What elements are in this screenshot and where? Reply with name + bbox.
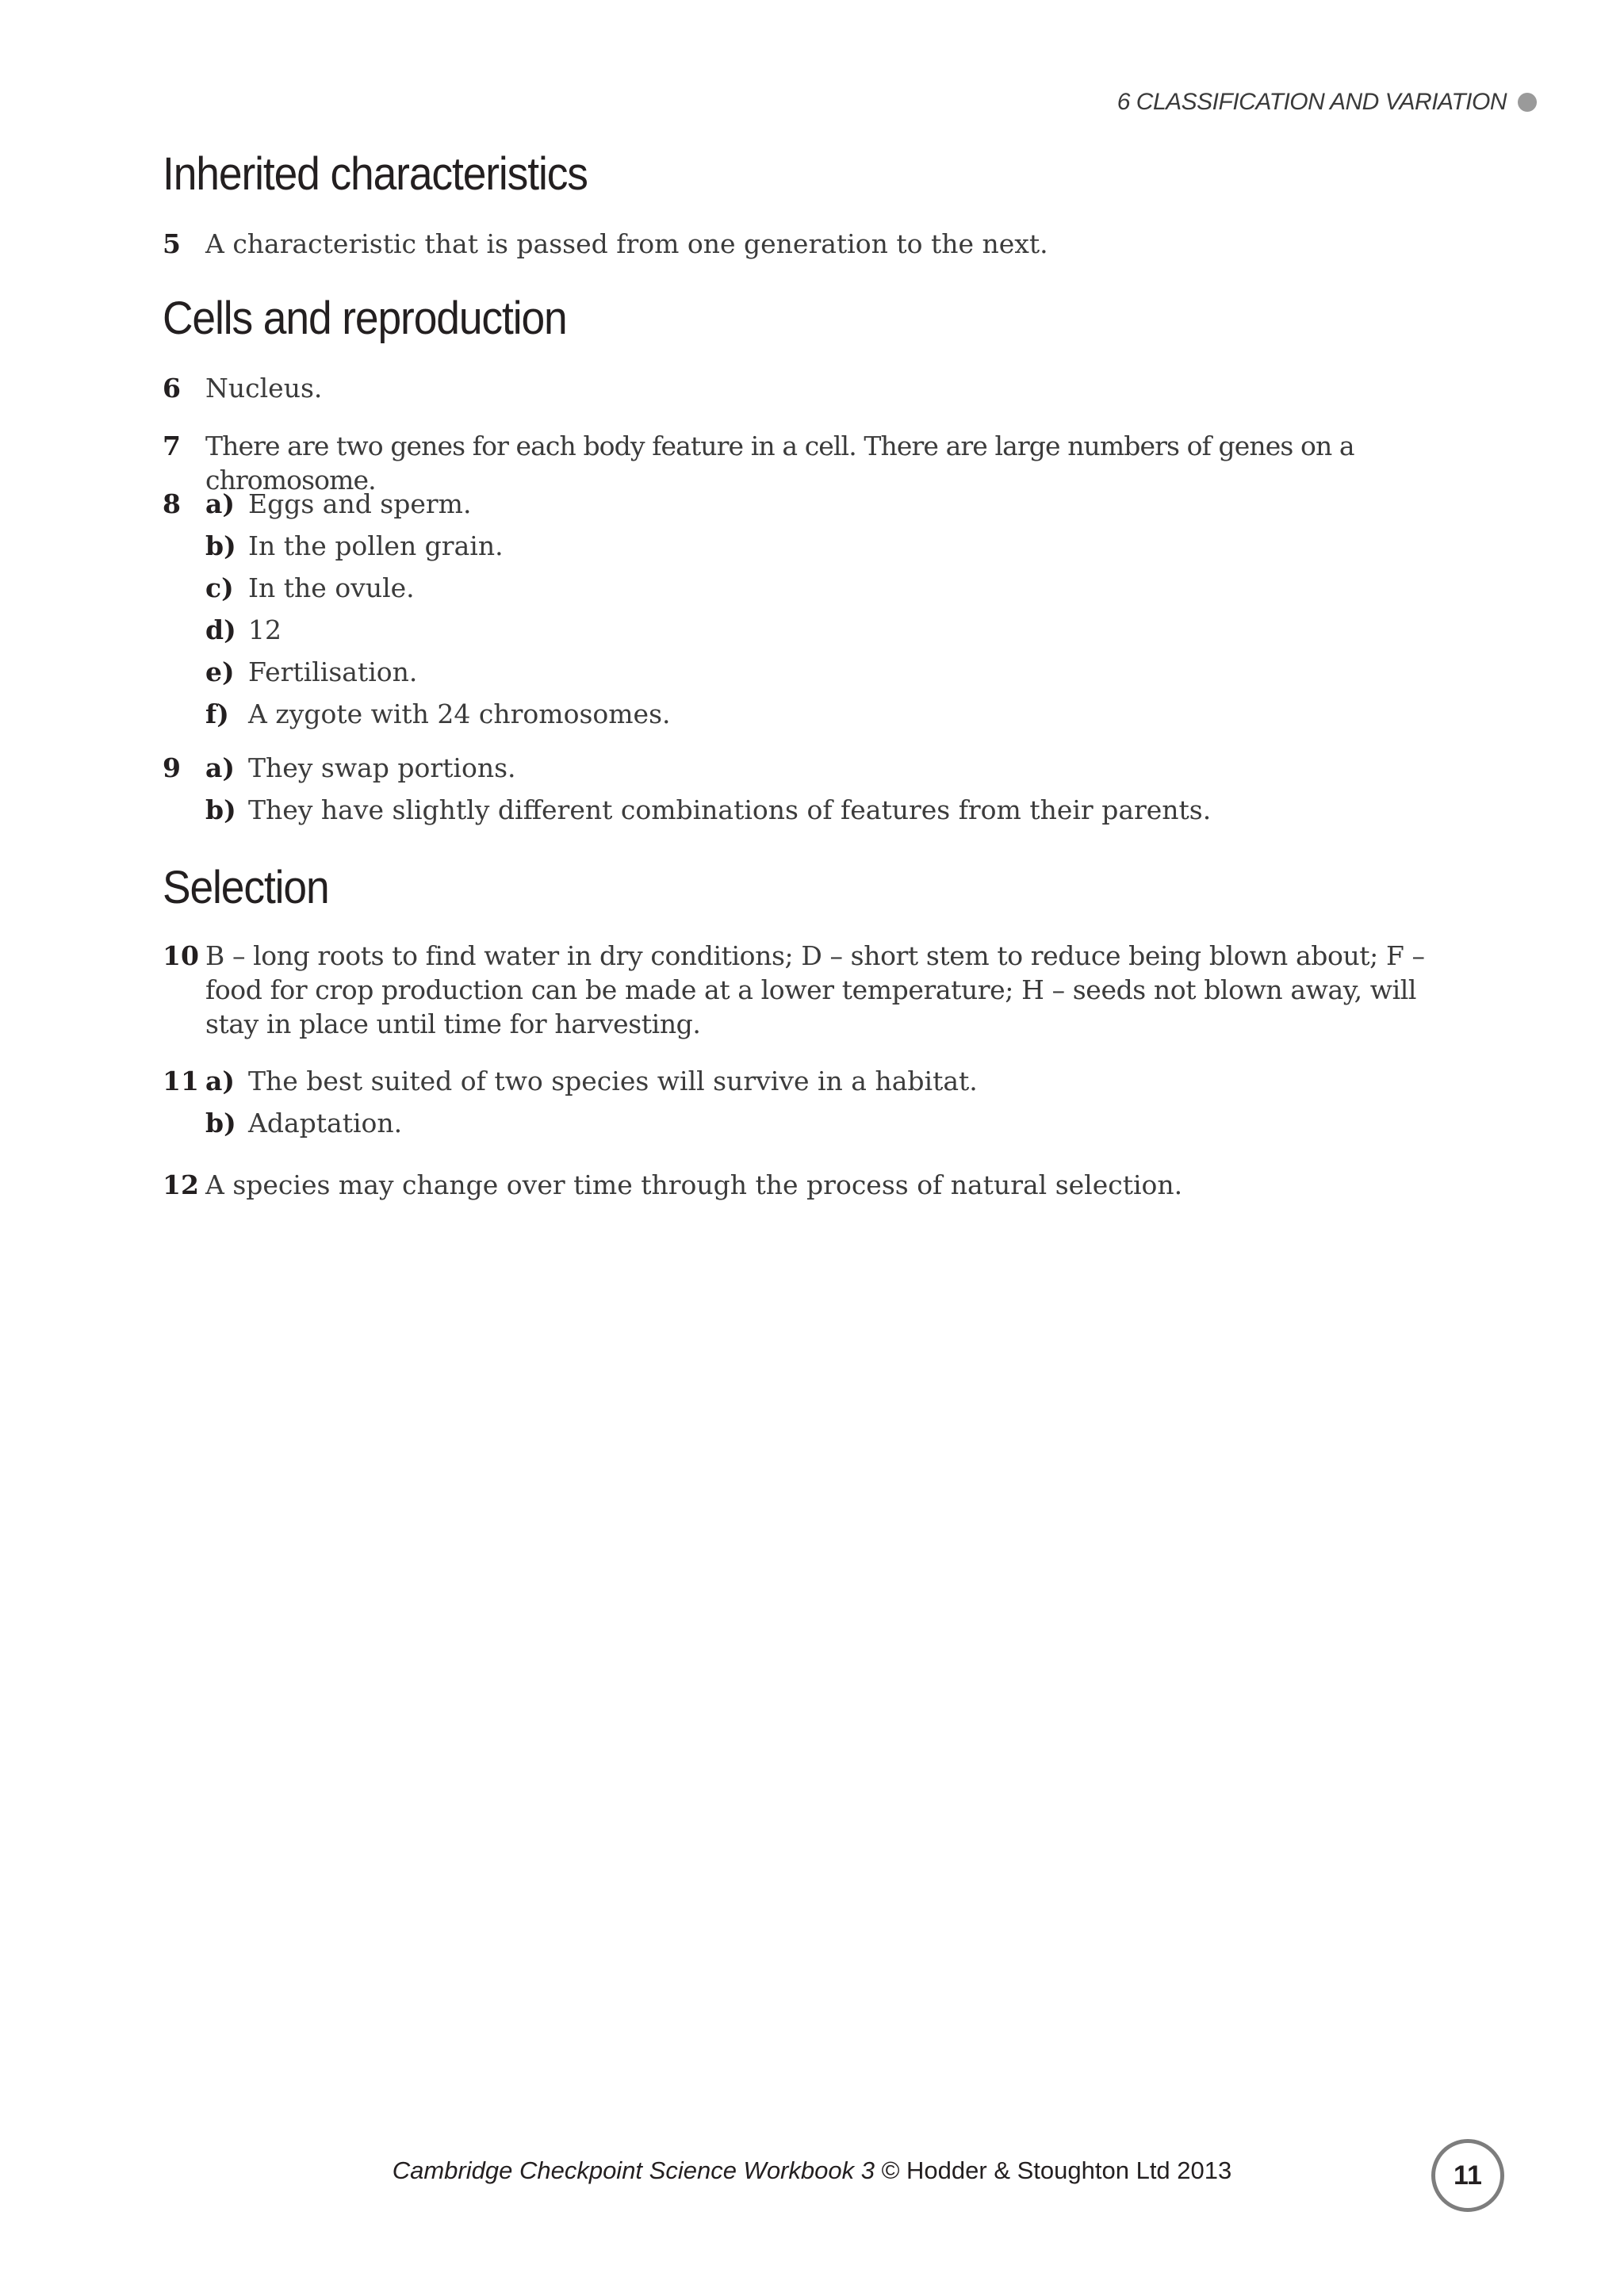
part-text: In the pollen grain. xyxy=(248,530,504,561)
part-text: Adaptation. xyxy=(248,1108,403,1138)
part-label: b) xyxy=(205,530,236,561)
answer-part xyxy=(205,1106,1473,1140)
answer-text: A species may change over time through the process of natural selection. xyxy=(205,1169,1183,1200)
part-label: a) xyxy=(205,752,235,783)
question-11 xyxy=(163,1064,1473,1148)
running-head xyxy=(1117,89,1537,116)
answer-part xyxy=(205,697,1473,731)
answer-parts xyxy=(205,1064,1473,1140)
question-number: 6 xyxy=(163,373,181,404)
answer-parts xyxy=(205,487,1473,731)
answer-text: A characteristic that is passed from one generation to the next. xyxy=(205,228,1048,259)
answer-text: There are two genes for each body feature in a cell. There are large numbers of genes on a chromosome. xyxy=(205,430,1354,496)
part-label: a) xyxy=(205,488,235,519)
answer-parts xyxy=(205,751,1473,827)
part-label: b) xyxy=(205,794,236,825)
part-text: A zygote with 24 chromosomes. xyxy=(248,698,671,729)
answer-text: B – long roots to find water in dry conditions; D – short stem to reduce being blown about; F – food for crop production can be made at a lower temperature; H – seeds not blown away, will stay in place until time for harvesting. xyxy=(205,940,1425,1039)
answer-part xyxy=(205,793,1473,827)
answer-part xyxy=(205,487,1473,521)
part-label: d) xyxy=(205,614,236,645)
book-title: Cambridge Checkpoint Science Workbook 3 xyxy=(392,2156,875,2184)
question-number: 8 xyxy=(163,488,181,519)
question-10 xyxy=(163,939,1473,1041)
part-label: c) xyxy=(205,572,234,603)
answer-part xyxy=(205,571,1473,605)
chapter-title: 6 CLASSIFICATION AND VARIATION xyxy=(1116,89,1507,115)
question-9 xyxy=(163,751,1473,835)
part-label: f) xyxy=(205,698,229,729)
part-text: 12 xyxy=(248,614,282,645)
question-number: 5 xyxy=(163,228,181,259)
question-number: 7 xyxy=(163,430,181,461)
answer-part xyxy=(205,613,1473,647)
part-label: a) xyxy=(205,1066,235,1096)
part-label: e) xyxy=(205,656,235,687)
question-number: 11 xyxy=(163,1066,199,1096)
question-8 xyxy=(163,487,1473,739)
part-text: Eggs and sperm. xyxy=(248,488,472,519)
answer-part xyxy=(205,655,1473,689)
answer-text: Nucleus. xyxy=(205,373,323,404)
question-5 xyxy=(163,227,1473,261)
copyright-notice: © Hodder & Stoughton Ltd 2013 xyxy=(881,2156,1232,2184)
part-text: Fertilisation. xyxy=(248,656,418,687)
heading-inherited-characteristics: Inherited characteristics xyxy=(163,148,588,200)
part-label: b) xyxy=(205,1108,236,1138)
part-text: The best suited of two species will survive in a habitat. xyxy=(248,1066,978,1096)
answer-part xyxy=(205,751,1473,785)
question-12 xyxy=(163,1168,1473,1202)
part-text: They swap portions. xyxy=(248,752,516,783)
answer-part xyxy=(205,529,1473,563)
question-number: 9 xyxy=(163,752,181,783)
question-number: 10 xyxy=(163,940,199,971)
answer-part xyxy=(205,1064,1473,1098)
question-6 xyxy=(163,371,1473,405)
bullet-dot-icon xyxy=(1518,93,1537,112)
part-text: In the ovule. xyxy=(248,572,415,603)
question-number: 12 xyxy=(163,1169,199,1200)
heading-selection: Selection xyxy=(163,862,329,913)
part-text: They have slightly different combinations of features from their parents. xyxy=(248,794,1212,825)
page-footer xyxy=(0,2156,1624,2185)
heading-cells-and-reproduction: Cells and reproduction xyxy=(163,293,567,344)
page-number: 11 xyxy=(1431,2139,1504,2212)
